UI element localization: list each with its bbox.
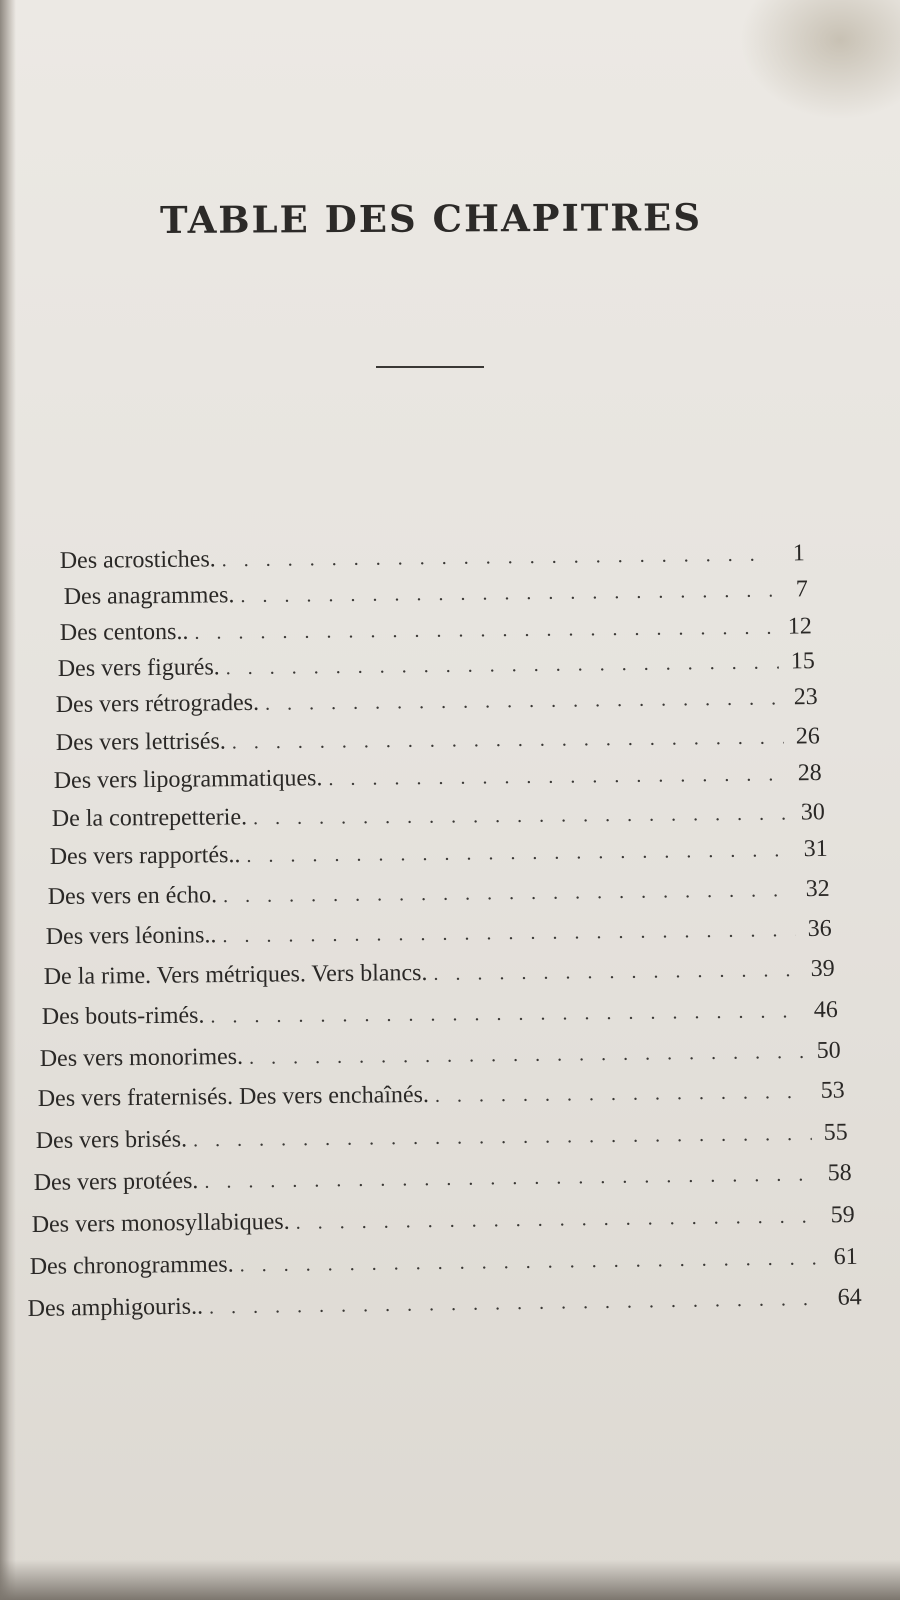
dot-leader [187,1123,812,1153]
toc-page-number: 61 [833,1243,858,1271]
dot-leader [203,1288,826,1320]
dot-leader [247,803,789,831]
dot-leader [188,617,776,645]
toc-entry [54,760,822,802]
dot-leader [322,763,786,791]
toc-entry-title: Des vers lipogrammatiques. [53,765,323,795]
toc-page-number: 12 [787,613,812,640]
toc-entry-title: Des vers fraternisés. Des vers enchaînés. [37,1081,430,1113]
dot-leader [429,1081,809,1108]
toc-entry [64,576,808,618]
toc-entry [60,613,812,654]
dot-leader [243,1041,805,1070]
dot-leader [217,879,794,908]
toc-entry-title: Des vers lettrisés. [55,728,226,757]
toc-entry [58,648,815,690]
toc-page-number: 15 [790,648,815,675]
toc-entry-title: Des amphigouris.. [27,1293,204,1323]
toc-page-number: 53 [820,1077,845,1104]
toc-page-number: 1 [792,540,805,567]
toc-page-number: 50 [816,1037,841,1064]
toc-entry [40,1038,841,1080]
toc-entry-title: Des vers en écho. [47,882,218,911]
toc-entry-title: Des vers monorimes. [39,1043,244,1073]
toc-entry [42,997,838,1038]
toc-entry [46,916,832,958]
toc-page-number: 32 [805,875,830,903]
toc-entry-title: Des vers brisés. [35,1126,188,1155]
toc-page-number: 26 [795,723,820,750]
toc-entry [28,1284,862,1330]
toc-entry [38,1078,845,1120]
toc-page-number: 64 [837,1284,862,1311]
toc-entry-title: Des vers rapportés.. [49,842,241,871]
toc-entry-title: Des vers rétrogrades. [55,689,260,719]
toc-page-number: 58 [827,1160,852,1187]
dot-leader [427,959,799,986]
toc-entry [32,1202,855,1246]
toc-entry [48,876,830,918]
toc-entry [56,723,820,764]
toc-entry [50,836,828,878]
toc-entry [52,799,825,840]
toc-page-number: 23 [793,684,818,711]
toc-entry-title: Des anagrammes. [63,582,235,611]
toc-entry [56,684,818,726]
toc-entry-title: Des acrostiches. [59,546,216,575]
toc-page-number: 28 [797,759,822,787]
toc-page-number: 30 [800,799,825,826]
toc-entry-title: Des centons.. [59,618,189,647]
dot-leader [240,839,792,868]
toc-entry-title: Des bouts-rimés. [41,1002,205,1031]
dot-leader [216,919,796,948]
toc-entry-title: Des vers monosyllabiques. [31,1208,290,1239]
toc-page-number: 39 [810,955,835,982]
dot-leader [216,544,769,573]
toc-entry-title: De la rime. Vers métriques. Vers blancs. [43,959,428,991]
toc-page-number: 55 [823,1119,848,1146]
toc-page-number: 59 [830,1201,855,1229]
toc-entry [30,1244,858,1288]
toc-page-number: 31 [803,835,828,863]
dot-leader [204,1000,802,1028]
dot-leader [234,580,772,609]
dot-leader [198,1163,816,1194]
toc-page-number: 7 [795,576,808,603]
toc-entry [34,1160,852,1204]
toc-entry-title: Des chronogrammes. [29,1251,234,1281]
dot-leader [234,1247,822,1277]
toc-entry-title: Des vers figurés. [57,654,220,683]
toc-page-number: 36 [807,915,832,943]
dot-leader [259,687,782,715]
toc-entry-title: Des vers protées. [33,1167,199,1197]
toc-entry-title: De la contrepetterie. [51,804,248,833]
dot-leader [290,1205,819,1234]
dot-leader [220,651,779,680]
dot-leader [226,727,784,755]
toc-entry [60,540,805,582]
page-title: TABLE DES CHAPITRES [160,195,703,242]
toc-entry-title: Des vers léonins.. [45,922,217,951]
toc-entry [44,956,835,998]
toc-page-number: 46 [813,997,838,1024]
toc-entry [36,1119,848,1162]
